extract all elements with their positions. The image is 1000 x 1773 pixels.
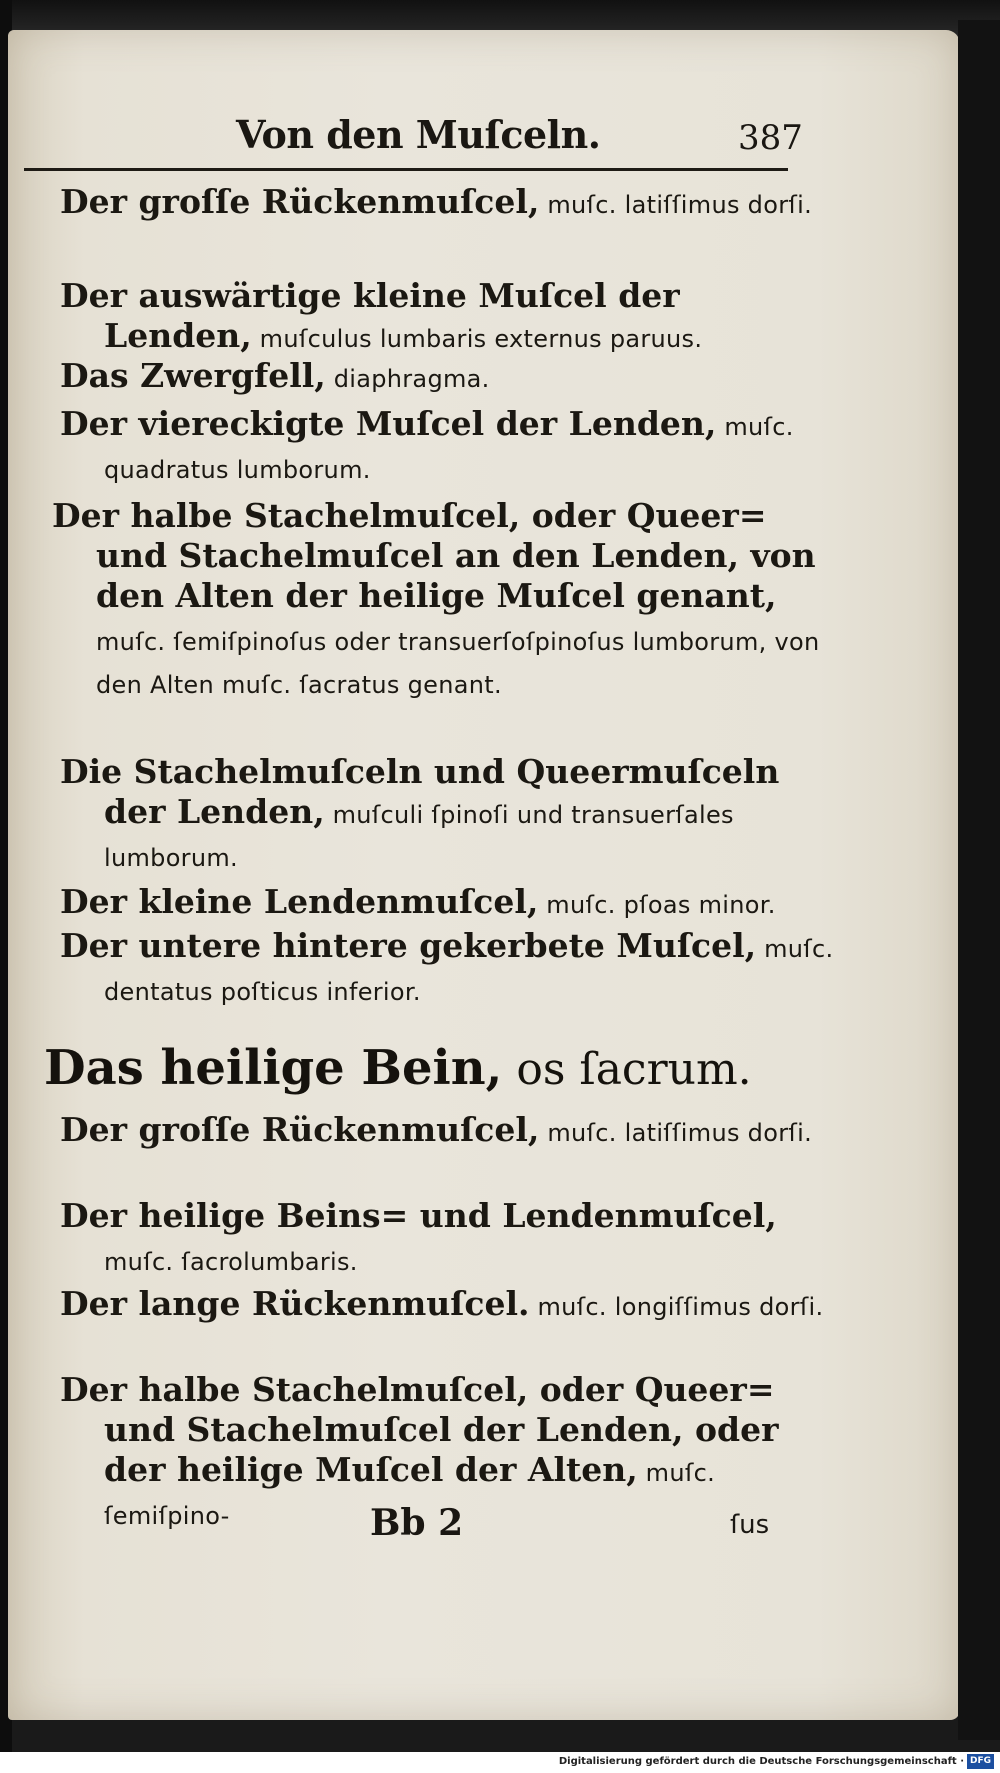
entry-latin: muſc. quadratus lumborum. bbox=[104, 413, 794, 484]
entry-latin: muſculus lumbaris externus paruus. bbox=[251, 325, 703, 353]
entry-latin: muſc. dentatus poſticus inferior. bbox=[104, 935, 834, 1006]
entry-latin: muſc. longiſſimus dorſi. bbox=[529, 1293, 824, 1321]
entry-latin: muſc. ſemiſpino- bbox=[104, 1459, 716, 1530]
entry-7 bbox=[60, 882, 834, 925]
entry-5 bbox=[52, 496, 836, 705]
entry-9 bbox=[60, 1110, 834, 1153]
entry-latin: muſc. latiſſimus dorſi. bbox=[539, 1119, 813, 1147]
dfg-logo: DFG bbox=[967, 1754, 994, 1769]
entry-german: Der heilige Beins= und Lendenmuſcel, bbox=[60, 1196, 777, 1235]
running-header: Von den Muſceln. bbox=[236, 112, 601, 157]
entry-german: Der halbe Stachelmuſcel, oder Queer= und Stachelmuſcel an den Lenden, von den Alten der heilige Muſcel genant, bbox=[52, 496, 816, 615]
section-heading bbox=[44, 1040, 752, 1096]
signature-mark: Bb 2 bbox=[370, 1502, 464, 1544]
entry-german: Der groſſe Rückenmuſcel, bbox=[60, 1110, 540, 1149]
entry-latin: muſc. ſacrolumbaris. bbox=[104, 1248, 358, 1276]
entry-latin: muſc. ſemiſpinoſus oder transuerſoſpinoſus lumborum, von den Alten muſc. ſacratus genant. bbox=[96, 628, 820, 699]
entry-german: Der groſſe Rückenmuſcel, bbox=[60, 182, 540, 221]
entry-german: Der lange Rückenmuſcel. bbox=[60, 1284, 530, 1323]
entry-german: Der halbe Stachelmuſcel, oder Queer= und Stachelmuſcel der Lenden, oder der heilige Muſcel der Alten, bbox=[60, 1370, 779, 1489]
entry-latin: muſc. latiſſimus dorſi. bbox=[539, 191, 813, 219]
digitization-credit: Digitalisierung gefördert durch die Deutsche Forschungsgemeinschaft · bbox=[558, 1756, 964, 1767]
entry-german: Der viereckigte Muſcel der Lenden, bbox=[60, 404, 717, 443]
entry-6 bbox=[60, 752, 834, 878]
entry-german: Das Zwergfell, bbox=[60, 356, 326, 395]
entry-german: Der auswärtige kleine Muſcel der Lenden, bbox=[60, 276, 680, 355]
entry-1 bbox=[60, 182, 834, 225]
entry-3 bbox=[60, 356, 834, 399]
entry-german: Der untere hintere gekerbete Muſcel, bbox=[60, 926, 757, 965]
entry-11 bbox=[60, 1284, 834, 1327]
page-number: 387 bbox=[738, 118, 803, 158]
header-rule bbox=[24, 168, 788, 171]
entry-4 bbox=[60, 404, 834, 490]
entry-8 bbox=[60, 926, 834, 1012]
entry-latin: diaphragma. bbox=[325, 365, 490, 393]
entry-2 bbox=[60, 276, 834, 359]
entry-latin: muſculi ſpinoſi und transuerſales lumborum. bbox=[104, 801, 734, 872]
entry-german: Die Stachelmuſceln und Queermuſceln der Lenden, bbox=[60, 752, 780, 831]
catchword: ſus bbox=[730, 1510, 770, 1540]
section-german: Das heilige Bein, bbox=[44, 1040, 503, 1096]
scan-background-right bbox=[958, 20, 1000, 1740]
entry-german: Der kleine Lendenmuſcel, bbox=[60, 882, 539, 921]
entry-latin: muſc. pſoas minor. bbox=[538, 891, 776, 919]
entry-10 bbox=[60, 1196, 834, 1282]
section-latin: os ſacrum. bbox=[502, 1044, 752, 1095]
